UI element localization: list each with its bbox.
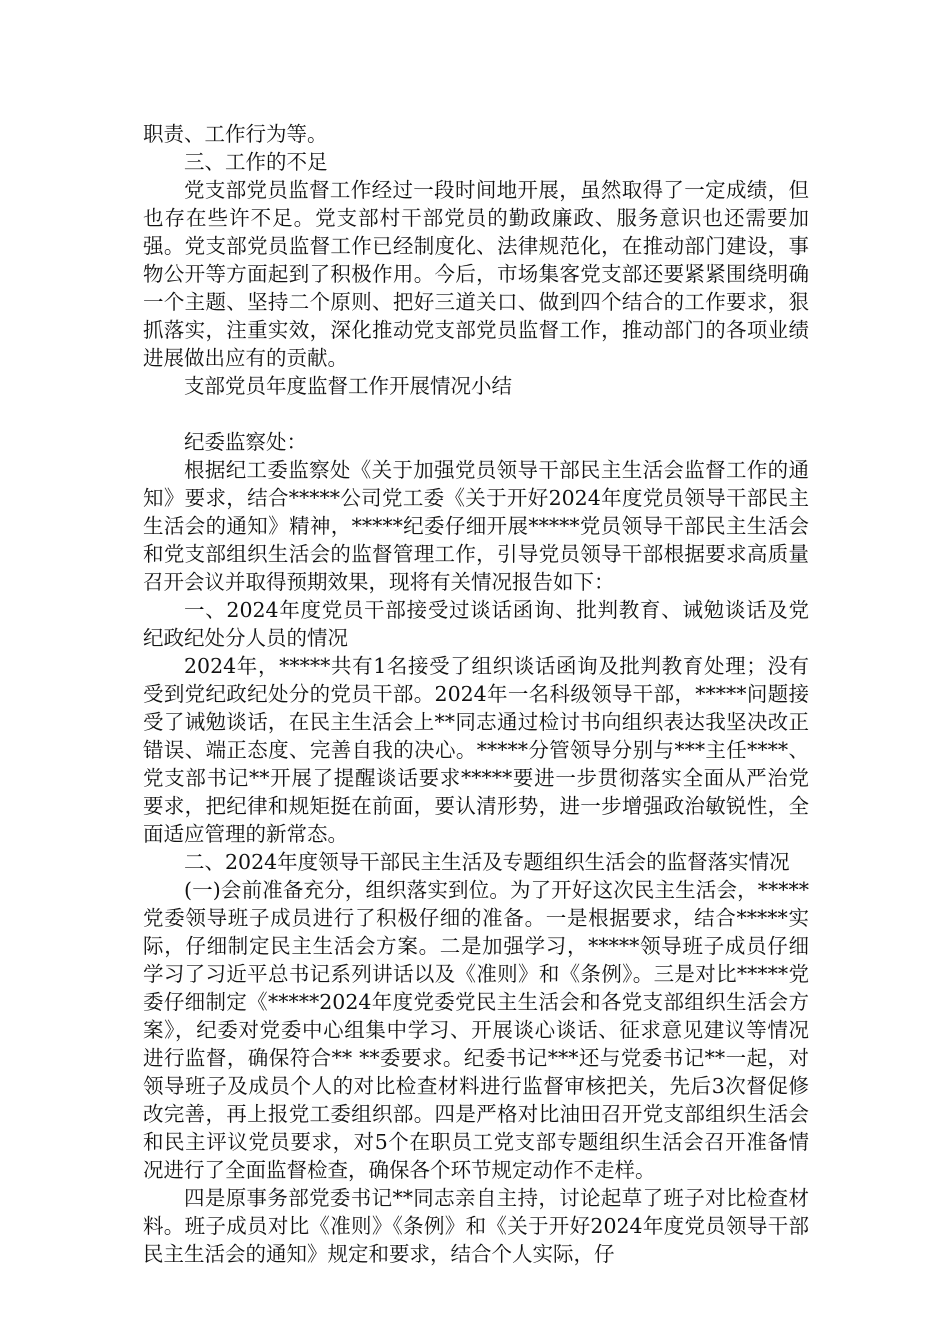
blank-line <box>143 400 809 428</box>
section-heading-shortcomings: 三、工作的不足 <box>184 150 328 174</box>
document-title: 支部党员年度监督工作开展情况小结 <box>184 374 512 398</box>
section-heading-2: 二、2024年度领导干部民主生活及专题组织生活会的监督落实情况 <box>184 850 790 874</box>
paragraph-intro: 根据纪工委监察处《关于加强党员领导干部民主生活会监督工作的通知》要求，结合*****公司党工委《关于开好2024年度党员领导干部民主生活会的通知》精神，*****纪委仔细开展*****党员领导干部民主生活会和党支部组织生活会的监督管理工作，引导党员领导干部根据要求高质量召开会议并取得预期效果，现将有关情况报告如下： <box>143 458 809 594</box>
paragraph-shortcomings: 党支部党员监督工作经过一段时间地开展，虽然取得了一定成绩，但也存在些许不足。党支部村干部党员的勤政廉政、服务意识也还需要加强。党支部党员监督工作已经制度化、法律规范化，在推动部门建设，事物公开等方面起到了积极作用。今后，市场集客党支部还要紧紧围绕明确一个主题、坚持二个原则、把好三道关口、做到四个结合的工作要求，狠抓落实，注重实效，深化推动党支部党员监督工作，推动部门的各项业绩进展做出应有的贡献。 <box>143 178 809 370</box>
document-body <box>143 120 809 1268</box>
paragraph-continuation: 职责、工作行为等。 <box>143 122 328 146</box>
paragraph-preparation: (一)会前准备充分，组织落实到位。为了开好这次民主生活会，*****党委领导班子成员进行了积极仔细的准备。一是根据要求，结合*****实际，仔细制定民主生活会方案。二是加强学习，*****领导班子成员仔细学习了习近平总书记系列讲话以及《准则》和《条例》。三是对比*****党委仔细制定《*****2024年度党委党民主生活会和各党支部组织生活会方案》，纪委对党委中心组集中学习、开展谈心谈话、征求意见建议等情况进行监督，确保符合** **委要求。纪委书记***还与党委书记**一起，对领导班子及成员个人的对比检查材料进行监督审核把关，先后3次督促修改完善，再上报党工委组织部。四是严格对比油田召开党支部组织生活会和民主评议党员要求，对5个在职员工党支部专题组织生活会召开准备情况进行了全面监督检查，确保各个环节规定动作不走样。 <box>143 878 809 1182</box>
paragraph-section-1: 2024年，*****共有1名接受了组织谈话函询及批判教育处理；没有受到党纪政纪处分的党员干部。2024年一名科级领导干部，*****问题接受了诫勉谈话，在民主生活会上**同志通过检讨书向组织表达我坚决改正错误、端正态度、完善自我的决心。*****分管领导分别与***主任****、党支部书记**开展了提醒谈话要求*****要进一步贯彻落实全面从严治党要求，把纪律和规矩挺在前面，要认清形势，进一步增强政治敏锐性，全面适应管理的新常态。 <box>143 654 809 846</box>
salutation: 纪委监察处： <box>184 430 307 454</box>
section-heading-1: 一、2024年度党员干部接受过谈话函询、批判教育、诫勉谈话及党纪政纪处分人员的情况 <box>143 598 809 650</box>
paragraph-fourth-point: 四是原事务部党委书记**同志亲自主持，讨论起草了班子对比检查材料。班子成员对比《准则》《条例》和《关于开好2024年度党员领导干部民主生活会的通知》规定和要求，结合个人实际，仔 <box>143 1186 809 1266</box>
